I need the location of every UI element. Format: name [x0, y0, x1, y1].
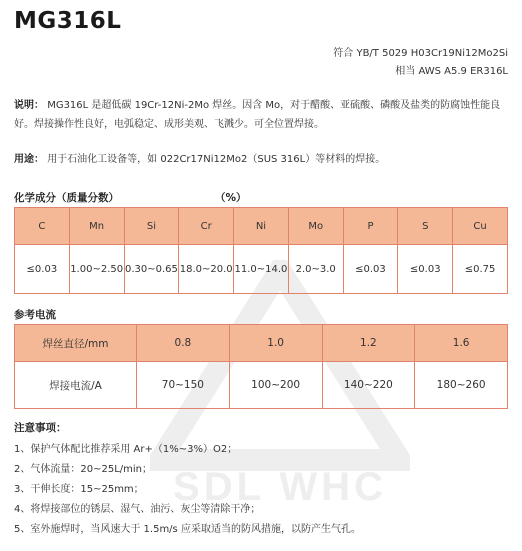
composition-table	[14, 207, 508, 294]
composition-header-cell: Cu	[453, 208, 508, 245]
current-cell: 70~150	[137, 362, 230, 409]
standard-line-2: 相当 AWS A5.9 ER316L	[395, 66, 508, 77]
note-item: 4、将焊接部位的锈层、湿气、油污、灰尘等清除干净；	[14, 504, 261, 515]
current-cell: 180~260	[415, 362, 508, 409]
usage	[14, 150, 508, 169]
composition-value-cell: 2.0~3.0	[288, 245, 343, 294]
current-table	[14, 324, 508, 409]
composition-header-cell: P	[343, 208, 398, 245]
note-item: 5、室外施焊时，当风速大于 1.5m/s 应采取适当的防风措施，以防产生气孔。	[14, 524, 361, 535]
diameter-cell: 1.0	[229, 325, 322, 362]
composition-header-cell: C	[15, 208, 70, 245]
composition-header-cell: Si	[124, 208, 179, 245]
page-title: MG316L	[14, 8, 122, 34]
diameter-cell: 1.2	[322, 325, 415, 362]
diameter-label: 焊丝直径/mm	[15, 325, 137, 362]
composition-header-cell: Mn	[69, 208, 124, 245]
watermark-text: SDL WHC	[173, 465, 387, 509]
composition-value-cell: 1.00~2.50	[69, 245, 124, 294]
composition-value-cell: ≤0.03	[343, 245, 398, 294]
description-text: MG316L 是超低碳 19Cr-12Ni-2Mo 焊丝。因含 Mo，对于醋酸、亚硫酸、磷酸及盐类的防腐蚀性能良好。焊接操作性良好，电弧稳定、成形美观、飞溅少。可全位置焊接。	[14, 100, 501, 130]
usage-text: 用于石油化工设备等，如 022Cr17Ni12Mo2（SUS 316L）等材料的焊接。	[47, 154, 386, 165]
description	[14, 96, 508, 134]
composition-title: 化学成分（质量分数）	[14, 192, 119, 204]
standard-line-1: 符合 YB/T 5029 H03Cr19Ni12Mo2Si	[333, 48, 508, 59]
current-cell: 140~220	[322, 362, 415, 409]
composition-value-cell: ≤0.75	[453, 245, 508, 294]
diameter-cell: 0.8	[137, 325, 230, 362]
current-title: 参考电流	[14, 309, 56, 321]
composition-value-row	[15, 245, 508, 294]
diameter-cell: 1.6	[415, 325, 508, 362]
composition-header-cell: Ni	[234, 208, 289, 245]
composition-value-cell: 18.0~20.0	[179, 245, 234, 294]
current-header-row	[15, 325, 508, 362]
current-label: 焊接电流/A	[15, 362, 137, 409]
current-value-row	[15, 362, 508, 409]
notes-title: 注意事项：	[14, 422, 67, 434]
note-item: 3、干伸长度：15~25mm；	[14, 484, 144, 495]
composition-value-cell: ≤0.03	[398, 245, 453, 294]
current-cell: 100~200	[229, 362, 322, 409]
composition-header-cell: Cr	[179, 208, 234, 245]
composition-header-cell: S	[398, 208, 453, 245]
composition-unit: （%）	[215, 192, 247, 204]
composition-header-row	[15, 208, 508, 245]
composition-value-cell: 0.30~0.65	[124, 245, 179, 294]
notes-list	[14, 440, 361, 540]
composition-value-cell: 11.0~14.0	[234, 245, 289, 294]
note-item: 1、保护气体配比推荐采用 Ar+（1%~3%）O2；	[14, 444, 238, 455]
composition-header-cell: Mo	[288, 208, 343, 245]
composition-value-cell: ≤0.03	[15, 245, 70, 294]
usage-label: 用途：	[14, 154, 44, 165]
description-label: 说明：	[14, 100, 44, 111]
note-item: 2、气体流量：20~25L/min；	[14, 464, 152, 475]
